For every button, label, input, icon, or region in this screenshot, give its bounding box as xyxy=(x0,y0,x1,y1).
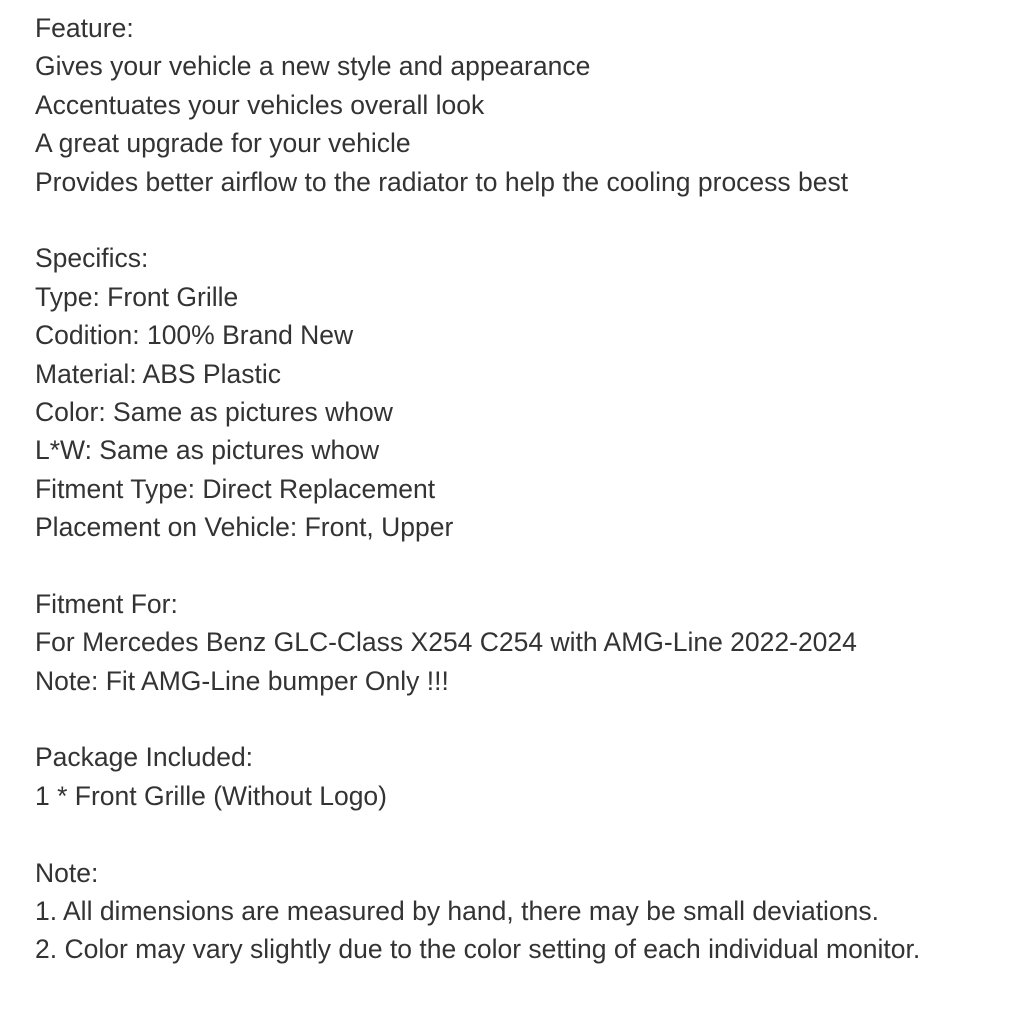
feature-line: Gives your vehicle a new style and appearance xyxy=(35,51,591,82)
feature-line: A great upgrade for your vehicle xyxy=(35,128,411,159)
section-spacer xyxy=(35,201,1010,239)
spec-line: Type: Front Grille xyxy=(35,281,239,312)
section-heading: Fitment For: xyxy=(35,588,178,619)
specifics-section xyxy=(35,239,1010,546)
section-spacer xyxy=(35,546,1010,584)
section-heading: Package Included: xyxy=(35,742,254,773)
spec-line: L*W: Same as pictures whow xyxy=(35,435,380,466)
feature-line: Accentuates your vehicles overall look xyxy=(35,89,485,120)
spec-line: Codition: 100% Brand New xyxy=(35,320,354,351)
note-line: 1. All dimensions are measured by hand, there may be small deviations. xyxy=(35,895,880,926)
section-spacer xyxy=(35,700,1010,738)
spec-line: Material: ABS Plastic xyxy=(35,358,281,389)
spec-line: Fitment Type: Direct Replacement xyxy=(35,473,436,504)
section-heading: Specifics: xyxy=(35,243,149,274)
section-heading: Feature: xyxy=(35,13,134,43)
spec-line: Placement on Vehicle: Front, Upper xyxy=(35,512,454,543)
section-spacer xyxy=(35,815,1010,853)
feature-line: Provides better airflow to the radiator to help the cooling process best xyxy=(35,166,849,197)
fitment-line: Note: Fit AMG-Line bumper Only !!! xyxy=(35,665,449,696)
fitment-line: For Mercedes Benz GLC-Class X254 C254 with AMG-Line 2022-2024 xyxy=(35,627,857,658)
product-description xyxy=(35,9,1010,969)
note-line: 2. Color may vary slightly due to the color setting of each individual monitor. xyxy=(35,934,921,965)
package-line: 1 * Front Grille (Without Logo) xyxy=(35,780,387,811)
feature-section xyxy=(35,9,1010,201)
spec-line: Color: Same as pictures whow xyxy=(35,396,393,427)
section-heading: Note: xyxy=(35,857,99,888)
package-section xyxy=(35,738,1010,815)
note-section xyxy=(35,854,1010,969)
fitment-section xyxy=(35,585,1010,700)
